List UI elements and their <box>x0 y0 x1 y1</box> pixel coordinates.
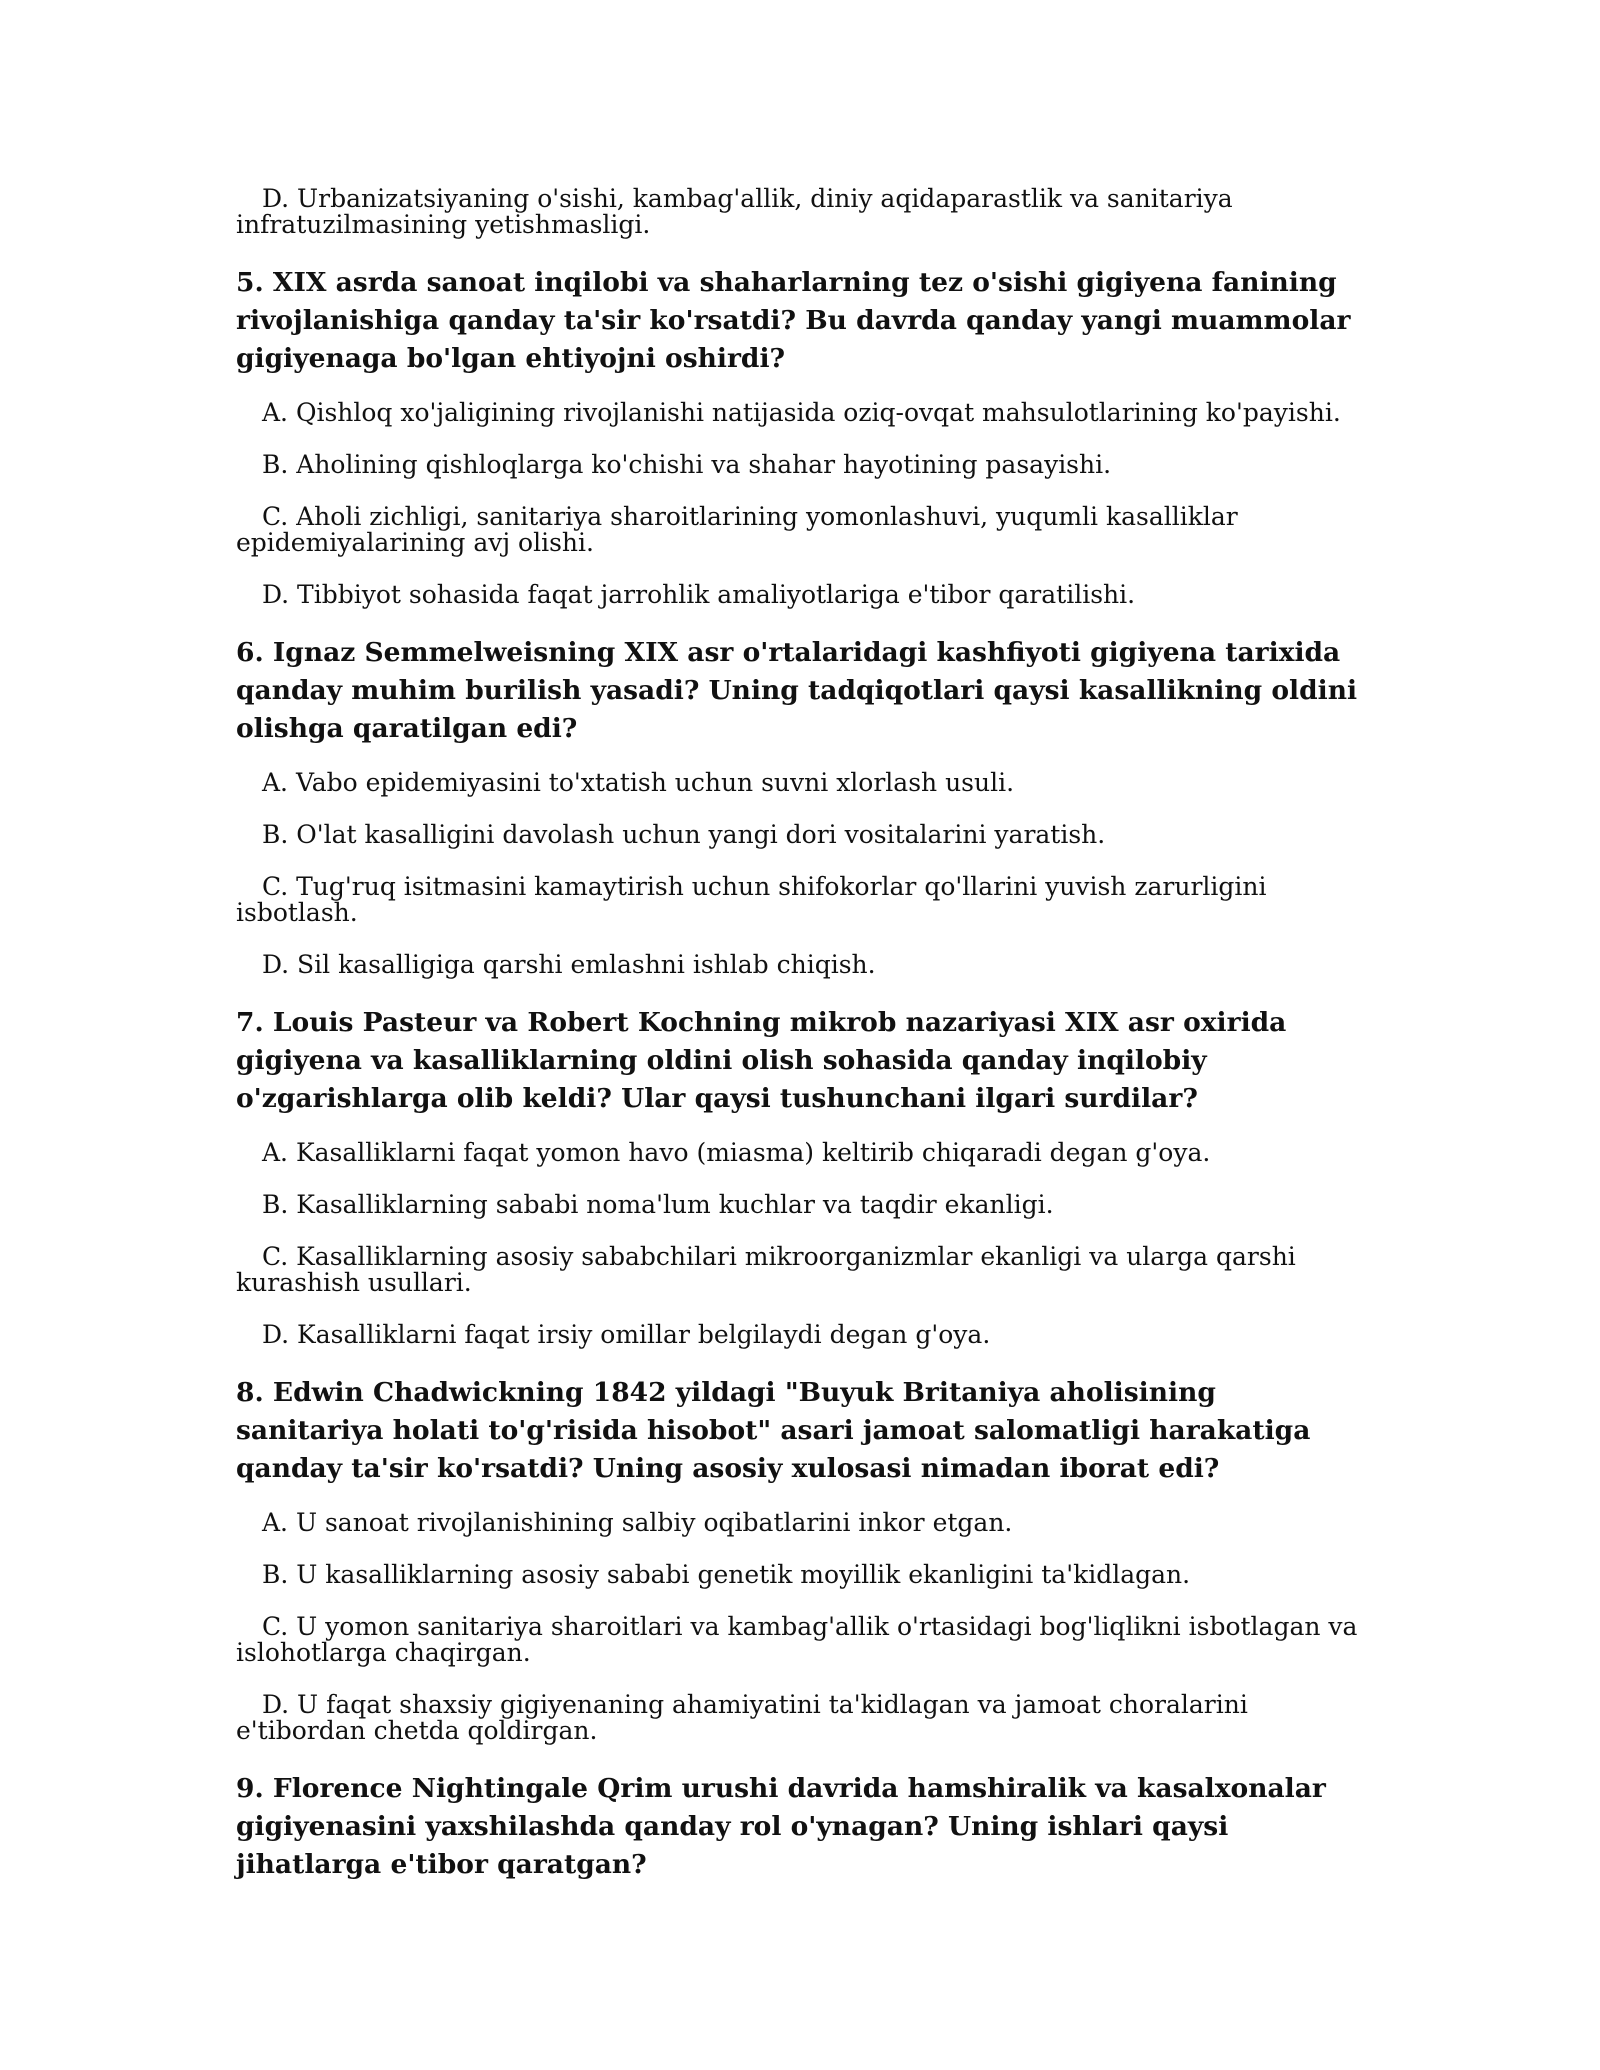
question-9 <box>236 1770 1366 1884</box>
question-text: 6. Ignaz Semmelweisning XIX asr o'rtalaridagi kashfiyoti gigiyena tarixida qanday muhim burilish yasadi? Uning tadqiqotlari qaysi kasallikning oldini olishga qaratilgan edi? <box>236 637 1358 744</box>
option-c: C. Aholi zichligi, sanitariya sharoitlarining yomonlashuvi, yuqumli kasalliklar epidemiyalarining avj olishi. <box>236 502 1238 557</box>
option-a: A. Vabo epidemiyasini to'xtatish uchun suvni xlorlash usuli. <box>262 768 1015 797</box>
option-b: B. U kasalliklarning asosiy sababi genetik moyillik ekanligini ta'kidlagan. <box>262 1560 1191 1589</box>
question-6 <box>236 634 1366 978</box>
option-d: D. Sil kasalligiga qarshi emlashni ishlab chiqish. <box>262 950 876 979</box>
question-text: 9. Florence Nightingale Qrim urushi davrida hamshiralik va kasalxonalar gigiyenasini yaxshilashda qanday rol o'ynagan? Uning ishlari qaysi jihatlarga e'tibor qaratgan? <box>236 1773 1326 1880</box>
option-d: D. Kasalliklarni faqat irsiy omillar belgilaydi degan g'oya. <box>262 1320 991 1349</box>
question-text: 7. Louis Pasteur va Robert Kochning mikrob nazariyasi XIX asr oxirida gigiyena va kasalliklarning oldini olish sohasida qanday inqilobiy o'zgarishlarga olib keldi? Ular qaysi tushunchani ilgari surdilar? <box>236 1007 1287 1114</box>
document-page <box>236 186 1366 1906</box>
question-5 <box>236 264 1366 608</box>
option-a: A. Kasalliklarni faqat yomon havo (miasma) keltirib chiqaradi degan g'oya. <box>262 1138 1211 1167</box>
question-text: 8. Edwin Chadwickning 1842 yildagi "Buyuk Britaniya aholisining sanitariya holati to'g'risida hisobot" asari jamoat salomatligi harakatiga qanday ta'sir ko'rsatdi? Uning asosiy xulosasi nimadan iborat edi? <box>236 1377 1311 1484</box>
option-a: A. U sanoat rivojlanishining salbiy oqibatlarini inkor etgan. <box>262 1508 1013 1537</box>
lead-option: D. Urbanizatsiyaning o'sishi, kambag'allik, diniy aqidaparastlik va sanitariya infratuzilmasining yetishmasligi. <box>236 184 1233 239</box>
option-a: A. Qishloq xo'jaligining rivojlanishi natijasida oziq-ovqat mahsulotlarining ko'payishi. <box>262 398 1341 427</box>
option-d: D. Tibbiyot sohasida faqat jarrohlik amaliyotlariga e'tibor qaratilishi. <box>262 580 1136 609</box>
option-b: B. Aholining qishloqlarga ko'chishi va shahar hayotining pasayishi. <box>262 450 1112 479</box>
option-c: C. Tug'ruq isitmasini kamaytirish uchun shifokorlar qo'llarini yuvish zarurligini isbotlash. <box>236 872 1267 927</box>
question-8 <box>236 1374 1366 1744</box>
option-c: C. Kasalliklarning asosiy sababchilari mikroorganizmlar ekanligi va ularga qarshi kurashish usullari. <box>236 1242 1296 1297</box>
option-c: C. U yomon sanitariya sharoitlari va kambag'allik o'rtasidagi bog'liqlikni isbotlagan va islohotlarga chaqirgan. <box>236 1612 1358 1667</box>
option-b: B. Kasalliklarning sababi noma'lum kuchlar va taqdir ekanligi. <box>262 1190 1054 1219</box>
option-b: B. O'lat kasalligini davolash uchun yangi dori vositalarini yaratish. <box>262 820 1106 849</box>
question-text: 5. XIX asrda sanoat inqilobi va shaharlarning tez o'sishi gigiyena fanining rivojlanishiga qanday ta'sir ko'rsatdi? Bu davrda qanday yangi muammolar gigiyenaga bo'lgan ehtiyojni oshirdi? <box>236 267 1351 374</box>
question-7 <box>236 1004 1366 1348</box>
option-d: D. U faqat shaxsiy gigiyenaning ahamiyatini ta'kidlagan va jamoat choralarini e'tibordan chetda qoldirgan. <box>236 1690 1248 1745</box>
